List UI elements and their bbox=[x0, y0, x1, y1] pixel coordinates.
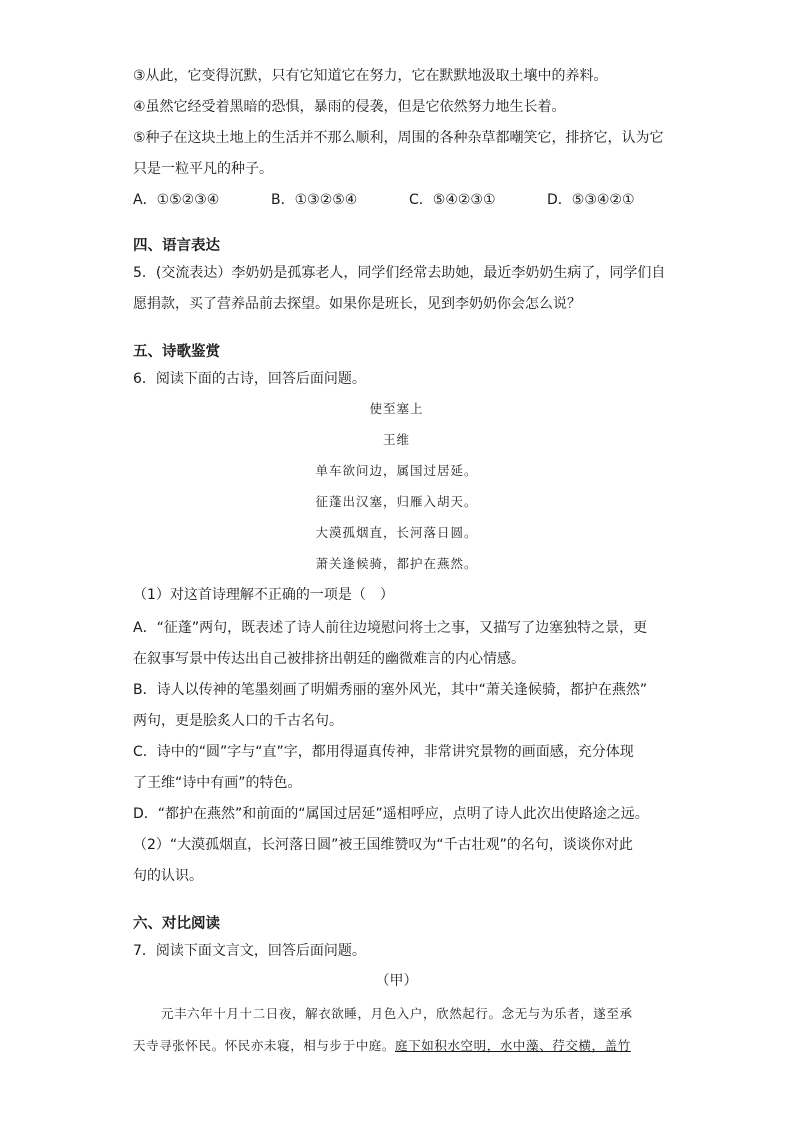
option-b-line-1: B．诗人以传神的笔墨刻画了明媚秀丽的塞外风光，其中“萧关逢候骑，都护在燕然” bbox=[133, 682, 648, 698]
sentence-4: ④虽然它经受着黑暗的恐惧，暴雨的侵袭，但是它依然努力地生长着。 bbox=[133, 99, 566, 115]
question-5-line-2: 愿捐款，买了营养品前去探望。如果你是班长，见到李奶奶你会怎么说？ bbox=[133, 296, 581, 312]
option-c-line-1: C．诗中的“圆”字与“直”字，都用得逼真传神，非常讲究景物的画面感，充分体现 bbox=[133, 744, 634, 760]
option-c: C．⑤④②③① bbox=[409, 192, 496, 208]
sentence-5-line-2: 只是一粒平凡的种子。 bbox=[133, 161, 273, 177]
passage-line-2-underlined: 庭下如积水空明，水中藻、荇交横，盖竹 bbox=[395, 1038, 631, 1053]
poem-author: 王维 bbox=[382, 432, 410, 447]
poem-line-4: 萧关逢候骑，都护在燕然。 bbox=[315, 556, 478, 571]
passage-line-2 bbox=[133, 1036, 631, 1056]
sub-question-2-line-1: （2）“大漠孤烟直，长河落日圆”被王国维赞叹为“千古壮观”的名句，谈谈你对此 bbox=[133, 837, 633, 853]
poem-line-2: 征蓬出汉塞，归雁入胡天。 bbox=[315, 494, 478, 509]
question-7-intro: 7．阅读下面文言文，回答后面问题。 bbox=[133, 943, 366, 959]
option-a: A．①⑤②③④ bbox=[133, 192, 220, 208]
option-d-line: D．“都护在燕然”和前面的“属国过居延”遥相呼应，点明了诗人此次出使路途之远。 bbox=[133, 806, 649, 822]
question-6-intro: 6．阅读下面的古诗，回答后面问题。 bbox=[133, 371, 366, 387]
option-a-line-1: A．“征蓬”两句，既表述了诗人前往边境慰问将士之事，又描写了边塞独特之景，更 bbox=[133, 620, 648, 636]
passage-line-2-plain: 天寺寻张怀民。怀民亦未寝，相与步于中庭。 bbox=[133, 1038, 396, 1053]
sub-question-1: （1）对这首诗理解不正确的一项是（ ） bbox=[133, 587, 394, 603]
poem-line-3: 大漠孤烟直，长河落日圆。 bbox=[315, 525, 478, 540]
option-b: B．①③②⑤④ bbox=[271, 192, 358, 208]
question-5-line-1: 5．(交流表达）李奶奶是孤寡老人，同学们经常去助她，最近李奶奶生病了，同学们自 bbox=[133, 265, 666, 281]
passage-label: （甲） bbox=[375, 973, 418, 989]
sub-question-2-line-2: 句的认识。 bbox=[133, 868, 203, 884]
option-d: D．⑤③④②① bbox=[547, 192, 635, 208]
sentence-5-line-1: ⑤种子在这块土地上的生活并不那么顺利，周围的各种杂草都嘲笑它，排挤它，认为它 bbox=[133, 130, 664, 146]
sentence-3: ③从此，它变得沉默，只有它知道它在努力，它在默默地汲取土壤中的养料。 bbox=[133, 68, 608, 84]
section-6-heading: 六、对比阅读 bbox=[133, 916, 220, 932]
passage-line-1: 元丰六年十月十二日夜，解衣欲睡，月色入户，欣然起行。念无与为乐者，遂至承 bbox=[161, 1006, 633, 1021]
option-a-line-2: 在叙事写景中传达出自己被排挤出朝廷的幽微难言的内心情感。 bbox=[133, 651, 525, 667]
poem-line-1: 单车欲问边，属国过居延。 bbox=[315, 463, 478, 478]
option-b-line-2: 两句，更是脍炙人口的千古名句。 bbox=[133, 713, 343, 729]
option-c-line-2: 了王维“诗中有画”的特色。 bbox=[133, 775, 302, 791]
section-4-heading: 四、语言表达 bbox=[133, 238, 220, 254]
poem-title: 使至塞上 bbox=[369, 401, 424, 416]
section-5-heading: 五、诗歌鉴赏 bbox=[133, 344, 220, 360]
